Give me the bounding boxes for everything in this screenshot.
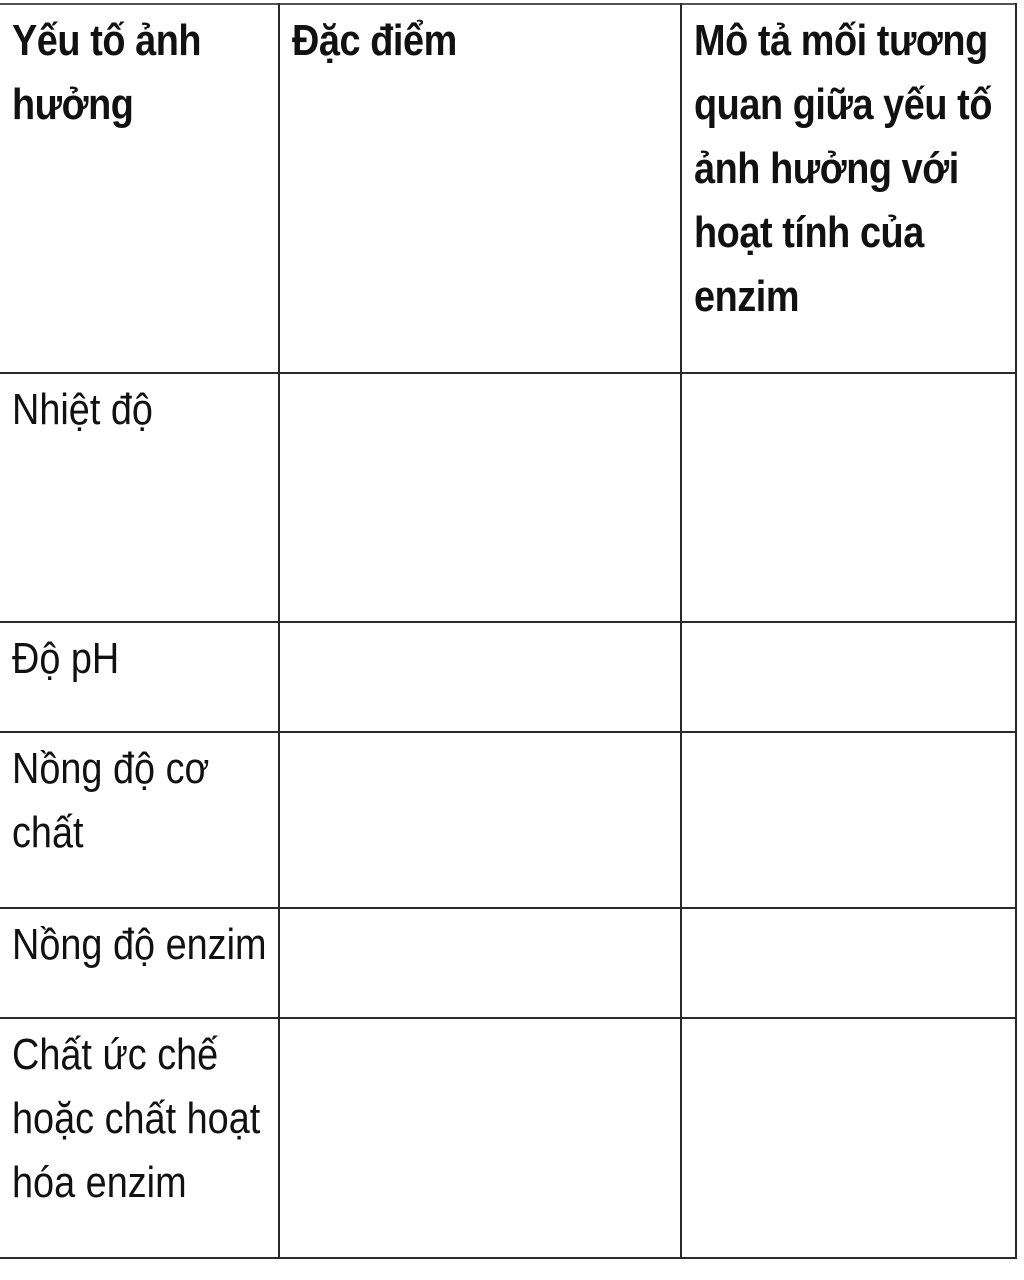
header-description-cell (681, 4, 1016, 373)
table-header-row (0, 4, 1016, 373)
factor-cell (0, 622, 279, 732)
header-feature-cell (279, 4, 681, 373)
table-row-ph (0, 622, 1016, 732)
table-row-temperature (0, 373, 1016, 622)
description-cell[interactable] (681, 732, 1016, 908)
table-row-substrate (0, 732, 1016, 908)
factor-label-substrate: Nồng độ cơ chất (12, 744, 210, 857)
enzyme-factors-table (0, 3, 1017, 1259)
header-feature-label: Đặc điểm (292, 16, 457, 65)
factor-label-enzyme-concentration: Nồng độ enzim (12, 920, 267, 969)
header-description-label: Mô tả mối tương quan giữa yếu tố ảnh hưởng với hoạt tính của enzim (694, 16, 993, 321)
factor-cell (0, 732, 279, 908)
factor-cell (0, 373, 279, 622)
description-cell[interactable] (681, 1018, 1016, 1258)
header-factor-label: Yếu tố ảnh hưởng (12, 16, 202, 129)
factor-cell (0, 1018, 279, 1258)
table-row-inhibitor-activator (0, 1018, 1016, 1258)
feature-cell[interactable] (279, 732, 681, 908)
feature-cell[interactable] (279, 1018, 681, 1258)
description-cell[interactable] (681, 908, 1016, 1018)
factor-cell (0, 908, 279, 1018)
factor-label-ph: Độ pH (12, 634, 120, 683)
factor-label-temperature: Nhiệt độ (12, 385, 153, 434)
table-row-enzyme-concentration (0, 908, 1016, 1018)
description-cell[interactable] (681, 622, 1016, 732)
feature-cell[interactable] (279, 622, 681, 732)
description-cell[interactable] (681, 373, 1016, 622)
header-factor-cell (0, 4, 279, 373)
factor-label-inhibitor-activator: Chất ức chế hoặc chất hoạt hóa enzim (12, 1030, 261, 1207)
feature-cell[interactable] (279, 908, 681, 1018)
feature-cell[interactable] (279, 373, 681, 622)
